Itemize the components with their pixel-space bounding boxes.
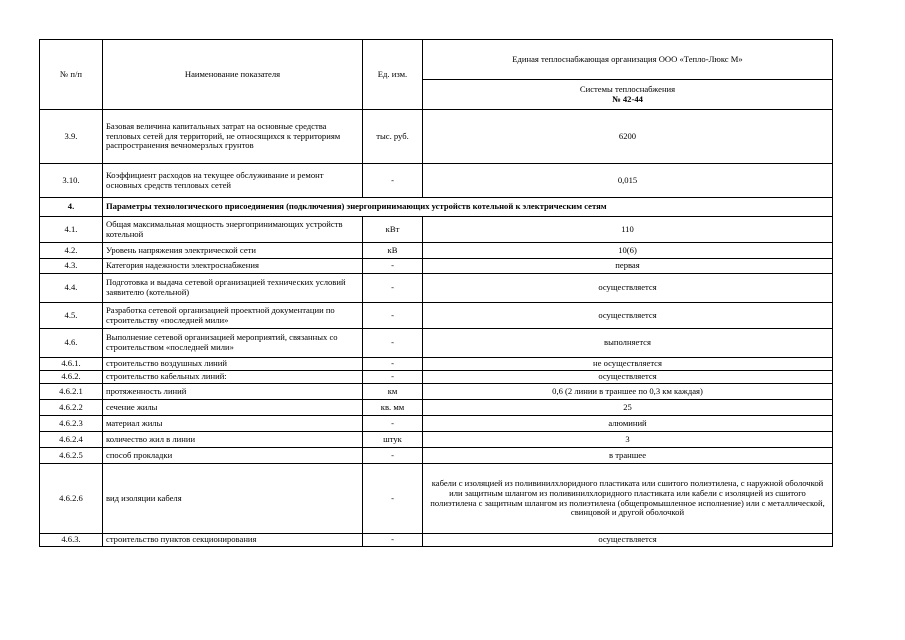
header-num: № п/п <box>40 40 103 110</box>
row-value: выполняется <box>423 329 833 358</box>
table-row <box>40 329 833 358</box>
row-value: осуществляется <box>423 303 833 329</box>
row-indicator-name: вид изоляции кабеля <box>103 464 363 534</box>
row-unit: кВт <box>363 217 423 243</box>
row-number: 4. <box>40 198 103 217</box>
row-number: 4.6.1. <box>40 358 103 371</box>
table-row <box>40 274 833 303</box>
header-org: Единая теплоснабжающая организация ООО «Тепло-Люкс М» <box>423 40 833 80</box>
row-indicator-name: сечение жилы <box>103 400 363 416</box>
table-row <box>40 432 833 448</box>
row-indicator-name: Базовая величина капитальных затрат на основные средства тепловых сетей для территорий, не относящихся к территориям распространения вечномерзлых грунтов <box>103 110 363 164</box>
row-number: 4.3. <box>40 259 103 274</box>
row-number: 4.6. <box>40 329 103 358</box>
row-indicator-name: Общая максимальная мощность энергопринимающих устройств котельной <box>103 217 363 243</box>
table-row <box>40 243 833 259</box>
table-row <box>40 400 833 416</box>
row-number: 4.6.2.4 <box>40 432 103 448</box>
row-value: 6200 <box>423 110 833 164</box>
row-unit: тыс. руб. <box>363 110 423 164</box>
row-number: 3.10. <box>40 164 103 198</box>
row-unit: - <box>363 329 423 358</box>
table-row <box>40 217 833 243</box>
row-unit: кв. мм <box>363 400 423 416</box>
table-row <box>40 464 833 534</box>
row-number: 4.6.2.5 <box>40 448 103 464</box>
row-value: кабели с изоляцией из поливинилхлоридного пластиката или сшитого полиэтилена, с наружной оболочкой или защитным шлангом из поливинилхлоридного пластиката или кабели с изоляцией из сшитого полиэтилена с защитным шлангом из полиэтилена (общепромышленное исполнение) или с металлической, свинцовой и другой оболочкой <box>423 464 833 534</box>
row-value: 3 <box>423 432 833 448</box>
row-value: 0,6 (2 линии в траншее по 0,3 км каждая) <box>423 384 833 400</box>
row-indicator-name: Коэффициент расходов на текущее обслуживание и ремонт основных средств тепловых сетей <box>103 164 363 198</box>
row-value: 0,015 <box>423 164 833 198</box>
row-number: 4.6.2.2 <box>40 400 103 416</box>
table-row <box>40 534 833 547</box>
row-unit: км <box>363 384 423 400</box>
row-number: 4.5. <box>40 303 103 329</box>
row-indicator-name: Уровень напряжения электрической сети <box>103 243 363 259</box>
row-value: 110 <box>423 217 833 243</box>
section-row <box>40 198 833 217</box>
row-unit: - <box>363 448 423 464</box>
table-row <box>40 303 833 329</box>
row-unit: - <box>363 358 423 371</box>
table-row <box>40 358 833 371</box>
table-row <box>40 384 833 400</box>
header-row-top <box>40 40 833 80</box>
row-unit: - <box>363 464 423 534</box>
row-unit: - <box>363 164 423 198</box>
table-row <box>40 448 833 464</box>
row-unit: - <box>363 274 423 303</box>
row-value: осуществляется <box>423 371 833 384</box>
row-indicator-name: Категория надежности электроснабжения <box>103 259 363 274</box>
header-system-line2: № 42-44 <box>612 93 643 104</box>
indicators-table <box>39 39 833 547</box>
table-row <box>40 164 833 198</box>
row-number: 4.4. <box>40 274 103 303</box>
row-number: 4.2. <box>40 243 103 259</box>
row-unit: - <box>363 371 423 384</box>
row-value: алюминий <box>423 416 833 432</box>
row-indicator-name: Подготовка и выдача сетевой организацией технических условий заявителю (котельной) <box>103 274 363 303</box>
table-row <box>40 110 833 164</box>
row-value: первая <box>423 259 833 274</box>
header-name: Наименование показателя <box>103 40 363 110</box>
row-value: не осуществляется <box>423 358 833 371</box>
row-indicator-name: количество жил в линии <box>103 432 363 448</box>
row-unit: - <box>363 416 423 432</box>
row-number: 3.9. <box>40 110 103 164</box>
row-unit: штук <box>363 432 423 448</box>
row-unit: - <box>363 259 423 274</box>
row-value: 10(6) <box>423 243 833 259</box>
row-number: 4.6.2.3 <box>40 416 103 432</box>
table-row <box>40 416 833 432</box>
row-indicator-name: протяженность линий <box>103 384 363 400</box>
table-body <box>40 40 833 547</box>
row-number: 4.6.2. <box>40 371 103 384</box>
row-indicator-name: материал жилы <box>103 416 363 432</box>
row-indicator-name: способ прокладки <box>103 448 363 464</box>
row-value: 25 <box>423 400 833 416</box>
row-unit: кВ <box>363 243 423 259</box>
row-number: 4.6.2.1 <box>40 384 103 400</box>
row-value: осуществляется <box>423 534 833 547</box>
row-number: 4.6.3. <box>40 534 103 547</box>
row-indicator-name: строительство воздушных линий <box>103 358 363 371</box>
row-indicator-name: строительство пунктов секционирования <box>103 534 363 547</box>
row-number: 4.6.2.6 <box>40 464 103 534</box>
section-title: Параметры технологического присоединения (подключения) энергопринимающих устройств котельной к электрическим сетям <box>103 198 833 217</box>
table-row <box>40 259 833 274</box>
table-row <box>40 371 833 384</box>
row-indicator-name: Выполнение сетевой организацией мероприятий, связанных со строительством «последней мили» <box>103 329 363 358</box>
row-indicator-name: строительство кабельных линий: <box>103 371 363 384</box>
row-value: в траншее <box>423 448 833 464</box>
row-unit: - <box>363 303 423 329</box>
header-system <box>423 80 833 110</box>
header-system-line1: Системы теплоснабжения <box>579 83 676 94</box>
row-value: осуществляется <box>423 274 833 303</box>
header-unit: Ед. изм. <box>363 40 423 110</box>
row-unit: - <box>363 534 423 547</box>
row-number: 4.1. <box>40 217 103 243</box>
row-indicator-name: Разработка сетевой организацией проектной документации по строительству «последней мили» <box>103 303 363 329</box>
